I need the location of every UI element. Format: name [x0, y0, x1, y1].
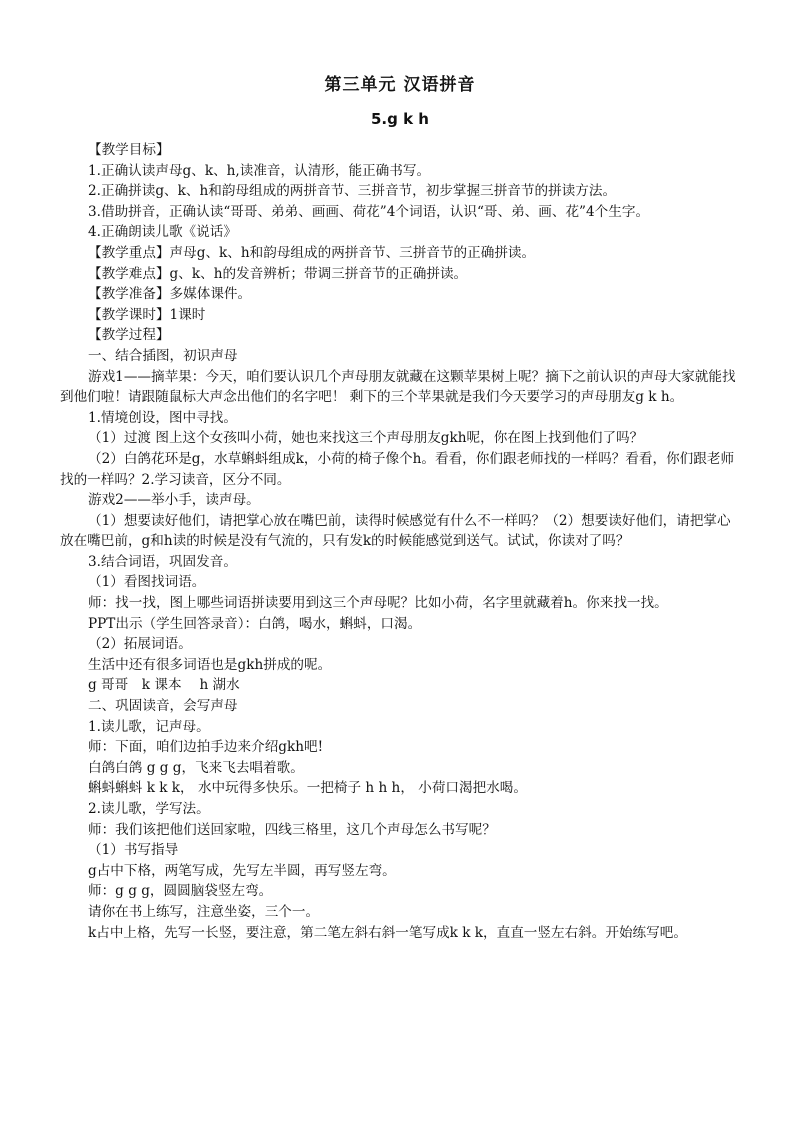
paragraph: （1）想要读好他们，请把掌心放在嘴巴前，读得时候感觉有什么不一样吗？（2）想要读好他们，请把掌心放在嘴巴前，g和h读的时候是没有气流的，只有发k的时候能感觉到送气。试试，你读对了吗？ — [60, 512, 731, 550]
paragraph: 【教学目标】 — [88, 142, 170, 158]
paragraph: g 哥哥 k 课本 h 湖水 — [88, 677, 240, 694]
paragraph: （1）过渡 图上这个女孩叫小荷，她也来找这三个声母朋友gkh呢，你在图上找到他们了吗？ — [88, 430, 644, 447]
paragraph: （2）拓展词语。 — [88, 636, 192, 653]
paragraph: 【教学重点】声母g、k、h和韵母组成的两拼音节、三拼音节的正确拼读。 — [88, 244, 536, 261]
paragraph: g占中下格，两笔写成，先写左半圆，再写竖左弯。 — [88, 862, 396, 879]
paragraph: 4.正确朗读儿歌《说话》 — [88, 224, 237, 241]
paragraph: 1.读儿歌，记声母。 — [88, 718, 210, 735]
paragraph: 1.正确认读声母g、k、h,读准音，认清形，能正确书写。 — [88, 162, 431, 179]
paragraph: 二、巩固读音，会写声母 — [88, 698, 238, 715]
paragraph: 2.读儿歌，学写法。 — [88, 801, 210, 817]
paragraph: 白鸽白鸽 g g g，飞来飞去唱着歌。 — [88, 759, 304, 776]
paragraph: 师：下面，咱们边拍手边来介绍gkh吧! — [88, 739, 324, 756]
paragraph: 游戏2——举小手，读声母。 — [88, 492, 260, 509]
paragraph: 蝌蚪蝌蚪 k k k， 水中玩得多快乐。一把椅子 h h h， 小荷口渴把水喝。 — [88, 780, 527, 797]
paragraph: 3.借助拼音，正确认读“哥哥、弟弟、画画、荷花”4个词语，认识“哥、弟、画、花”4个生字。 — [88, 203, 650, 220]
paragraph: 师：g g g，圆圆脑袋竖左弯。 — [88, 883, 273, 900]
paragraph: 【教学过程】 — [88, 327, 170, 344]
paragraph: 师：找一找，图上哪些词语拼读要用到这三个声母呢？比如小荷，名字里就藏着h。你来找一找。 — [88, 595, 668, 612]
document-page — [60, 68, 740, 943]
unit-title: 第三单元 汉语拼音 — [324, 75, 476, 95]
paragraph: 【教学难点】g、k、h的发音辨析；带调三拼音节的正确拼读。 — [88, 265, 468, 282]
paragraph: 生活中还有很多词语也是gkh拼成的呢。 — [88, 656, 332, 673]
paragraph: 师：我们该把他们送回家啦，四线三格里，这几个声母怎么书写呢？ — [88, 821, 496, 838]
paragraph: PPT出示（学生回答录音）：白鸽，喝水，蝌蚪，口渴。 — [88, 615, 422, 632]
paragraph: 【教学课时】1课时 — [88, 306, 206, 323]
paragraph: （1）书写指导 — [88, 842, 179, 859]
paragraph: 一、结合插图，初识声母 — [88, 347, 238, 364]
paragraph: 3.结合词语，巩固发音。 — [88, 553, 237, 570]
paragraph: 【教学准备】多媒体课件。 — [88, 286, 252, 303]
paragraph: 游戏1——摘苹果：今天，咱们要认识几个声母朋友就藏在这颗苹果树上呢？摘下之前认识的声母大家就能找到他们啦！请跟随鼠标大声念出他们的名字吧！ 剩下的三个苹果就是我们今天要学习的声母朋友g k h。 — [60, 368, 736, 406]
paragraph: （2）白鸽花环是g，水草蝌蚪组成k，小荷的椅子像个h。看看，你们跟老师找的一样吗？看看，你们跟老师找的一样吗？2.学习读音，区分不同。 — [60, 450, 735, 488]
paragraph: 2.正确拼读g、k、h和韵母组成的两拼音节、三拼音节，初步掌握三拼音节的拼读方法。 — [88, 183, 617, 200]
paragraph: 请你在书上练写，注意坐姿，三个一。 — [88, 903, 320, 920]
lesson-title: 5.g k h — [371, 110, 429, 128]
paragraph: （1）看图找词语。 — [88, 574, 206, 591]
paragraph: 1.情境创设，图中寻找。 — [88, 409, 237, 426]
paragraph: k占中上格，先写一长竖，要注意，第二笔左斜右斜一笔写成k k k，直直一竖左右斜。开始练写吧。 — [88, 924, 687, 941]
lesson-content — [60, 140, 740, 943]
